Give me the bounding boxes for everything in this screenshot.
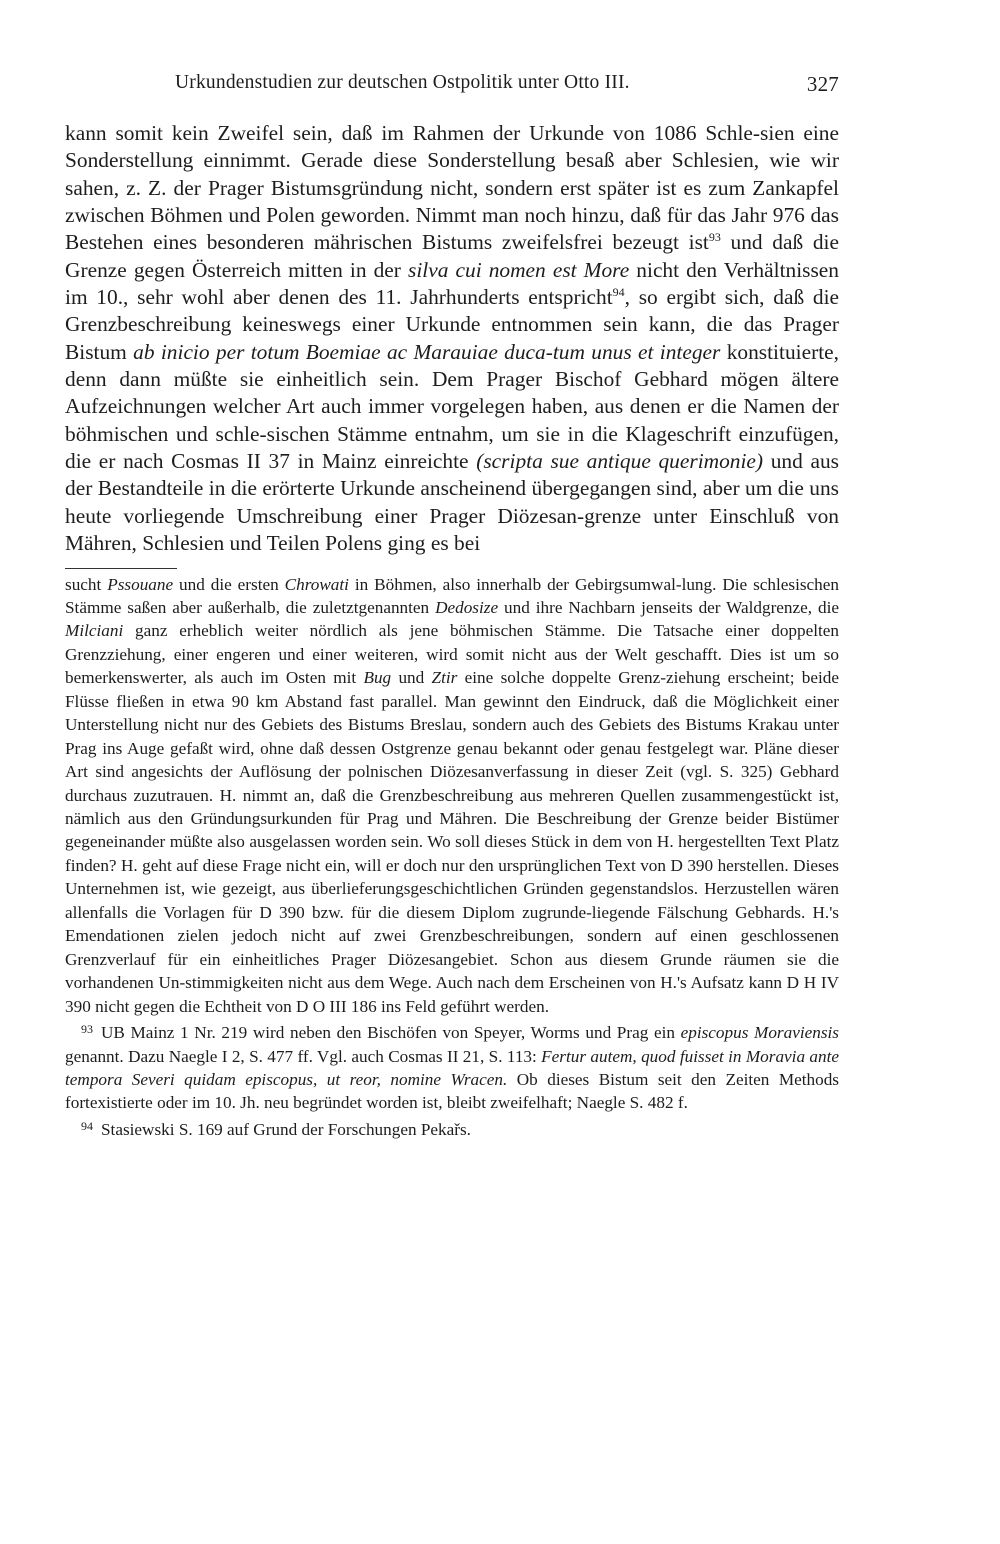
footnote-text: Stasiewski S. 169 auf Grund der Forschungen Pekařs. [101,1119,471,1139]
latin-term: Chrowati [284,574,349,594]
latin-quote: silva cui nomen est More [408,257,630,282]
footnote-text: eine solche doppelte Grenz-ziehung erscheint; beide Flüsse fließen in etwa 90 km Abstand fast parallel. Man gewinnt den Eindruck, daß die Möglichkeit einer Unterstellung nicht nur des Gebiets des Bistums Breslau, sondern auch des Gebiets des Bistums Krakau unter Prag ins Auge gefaßt wird, ohne daß dessen Ostgrenze genau bekannt oder genau festgelegt war. Pläne dieser Art sind angesichts der Auflösung der polnischen Diözesanverfassung in dieser Zeit (vgl. S. 325) Gebhard durchaus zuzutrauen. H. nimmt an, daß die Grenzbeschreibung aus mehreren Quellen zusammengestückt ist, nämlich aus den Gründungsurkunden für Prag und Mähren. Die Beschreibung der Grenze beider Bistümer gegeneinander müßte also ausgelassen worden sein. Wo soll dieses Stück in dem von H. hergestellten Text Platz finden? H. geht auf diese Frage nicht ein, will er doch nur den ursprünglichen Text von D 390 herstellen. Dieses Unternehmen ist, wie gezeigt, aus überlieferungsgeschichtlichen Gründen gegenstandslos. Herzustellen wären allenfalls die Vorlagen für D 390 bzw. für die diesem Diplom zugrunde-liegende Fälschung Gebhards. H.'s Emendationen zielen jedoch nicht auf zwei Grenzbeschreibungen, sondern auf einen geschlossenen Grenzverlauf für ein einheitliches Prager Diözesangebiet. Schon aus diesem Grunde räumen sie die vorhandenen Un-stimmigkeiten nicht aus dem Wege. Auch nach dem Erscheinen von H.'s Aufsatz kann D H IV 390 nicht gegen die Echtheit von D O III 186 ins Feld geführt werden. [65,668,840,1016]
body-text: und aus der Bestandteile in die erörterte Urkunde anscheinend übergegangen sind, aber um die uns heute vorliegende Umschreibung einer Prager Diözesan-grenze unter Einschluß von Mähren, Schlesien und Teilen Polens ging es bei [65,449,840,556]
footnote-93 [65,1018,839,1115]
body-text: und daß die Grenze gegen Österreich mitten in der [65,230,839,282]
footnote-text: Ob dieses Bistum seit den Zeiten Methods fortexistierte oder im 10. Jh. neu begründet worden ist, bleibt zweifelhaft; Naegle S. 482 f. [65,1070,839,1113]
footnote-text: ganz erheblich weiter nördlich als jene böhmischen Stämme. Die Tatsache einer doppelten Grenzziehung, einer engeren und einer weiteren, wird somit nicht aus der Welt geschafft. Dies ist um so bemerkenswerter, als auch im Osten mit [65,621,839,688]
footnote-number: 93 [81,1022,93,1037]
latin-term: Ztir [431,668,458,688]
body-text: nicht den Verhältnissen im 10., sehr wohl aber denen des 11. Jahrhunderts entspricht [65,257,839,310]
running-head [65,72,839,106]
footnote-text: und [391,668,432,688]
body-text: konstituierte, denn dann müßte sie einheitlich sein. Dem Prager Bischof Gebhard mögen ältere Aufzeichnungen welcher Art auch immer vorgelegen haben, aus denen er die Namen der böhmischen und schle-sischen Stämme entnahm, um sie in die Klageschrift einzufügen, die er nach Cosmas II 37 in Mainz einreichte [65,339,839,474]
latin-term: Pssouane [107,574,174,594]
body-text: kann somit kein Zweifel sein, daß im Rahmen der Urkunde von 1086 Schle-sien eine Sonderstellung einnimmt. Gerade diese Sonderstellung besaß aber Schlesien, wie wir sahen, z. Z. der Prager Bistumsgründung nicht, sondern erst später ist es zum Zankapfel zwischen Böhmen und Polen geworden. Nimmt man noch hinzu, daß für das Jahr 976 das Bestehen eines besonderen mährischen Bistums zweifelsfrei bezeugt ist [65,121,839,255]
footnotes [65,573,839,1142]
footnote-text: und ihre Nachbarn jenseits der Waldgrenze, die [498,597,839,617]
footnote-text: in Böhmen, also innerhalb der Gebirgsumwal-lung. Die schlesischen Stämme saßen aber außerhalb, die zuletztgenannten [65,574,840,617]
book-page [65,72,839,1141]
running-head-title: Urkundenstudien zur deutschen Ostpolitik unter Otto III. [175,72,630,93]
latin-term: Dedosize [435,597,499,617]
footnote-text: UB Mainz 1 Nr. 219 wird neben den Bischöfen von Speyer, Worms und Prag ein [101,1023,681,1043]
footnote-ref-93[interactable]: 93 [708,230,721,245]
footnote-94 [65,1115,839,1141]
main-text [65,120,839,558]
latin-term: Bug [363,668,392,688]
footnote-continuation [65,573,839,1019]
footnote-separator [65,568,177,569]
latin-term: episcopus Moraviensis [680,1023,839,1043]
footnote-number: 94 [81,1118,93,1133]
latin-quote: ab inicio per totum Boemiae ac Marauiae duca-tum unus et integer [133,339,721,364]
latin-quote: (scripta sue antique querimonie) [476,449,764,474]
latin-quote: Fertur autem, quod fuisset in Moravia ante tempora Severi quidam episcopus, ut reor, nomine Wracen. [65,1046,839,1090]
latin-term: Milciani [65,621,124,641]
footnote-text: genannt. Dazu Naegle I 2, S. 477 ff. Vgl. auch Cosmas II 21, S. 113: [65,1046,542,1066]
footnote-text: und die ersten [173,574,285,594]
body-paragraph [65,120,839,558]
body-text: , so ergibt sich, daß die Grenzbeschreibung keineswegs einer Urkunde entnommen sein kann, die das Prager Bistum [65,285,839,364]
page-number: 327 [806,72,839,96]
footnote-ref-94[interactable]: 94 [612,285,625,300]
footnote-text: sucht [65,574,108,594]
